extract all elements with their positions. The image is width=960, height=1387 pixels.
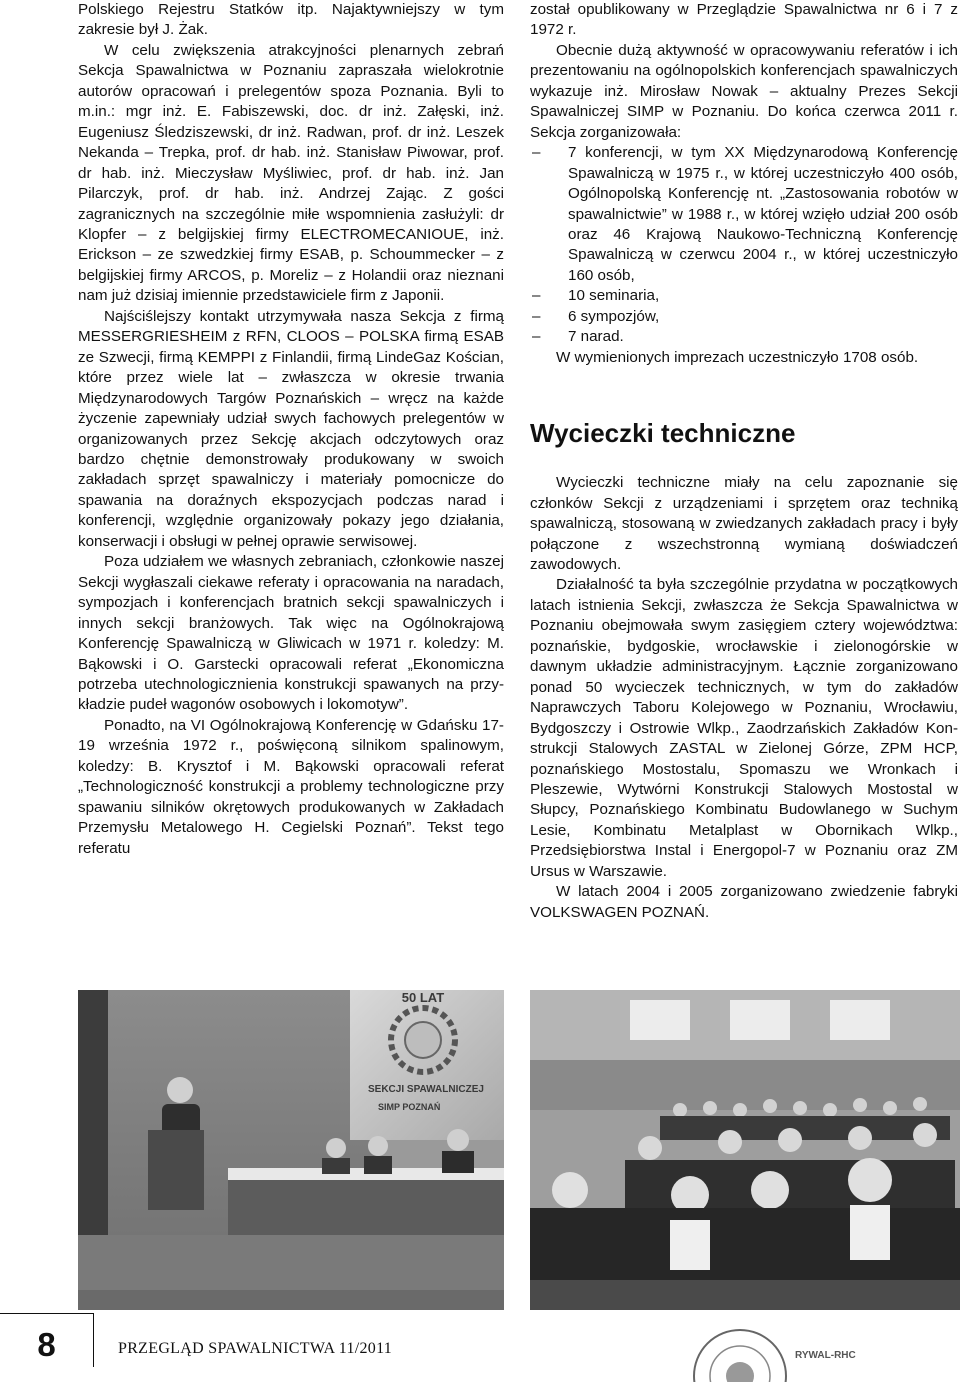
paragraph: Poza udziałem we własnych zebraniach, członkowie naszej Sekcji wygłaszali ciekawe referaty i opracowania na naradach, sympozjach i konferencjach bratnich sekcji spawalniczych i innych sekcji branżowych. Tak więc na Ogólnokrajową Konferencję Spawalniczą w Gliwicach w 1971 r. koledzy: M. Bąkowski i O. Garstecki opracowali referat „Ekonomiczna potrzeba utechnologicznienia konstrukcji spawanych na przykładzie pudeł wagonów osobowych i lokomotyw”. <box>78 553 504 714</box>
paragraph: W latach 2004 i 2005 zorganizowano zwiedzenie fabryki VOLKSWAGEN POZNAŃ. <box>530 883 958 921</box>
paragraph: Wycieczki techniczne miały na celu zapoznanie się członków Sekcji z urządzeniami i sprzętem oraz techniką spawalniczą, stosowaną w zwiedzanych zakładach pracy i były połączone z wszechstronną wymianą doświadczeń zawodowych. <box>530 474 958 573</box>
list-item: – 10 seminaria, <box>530 286 958 306</box>
audience-photo-drawing <box>530 990 960 1310</box>
journal-title: PRZEGLĄD SPAWALNICTWA 11/2011 <box>118 1340 393 1357</box>
conference-stage-photo <box>78 990 504 1310</box>
banner-year-text: 50 LAT <box>401 990 445 1005</box>
sponsor-logo: RYWAL-RHC <box>795 1350 856 1361</box>
paragraph: Obecnie dużą aktywność w opracowywaniu referatów i ich prezentowaniu na ogólnopolskich konferencjach spawalniczych wykazuje inż. Mirosław Nowak – aktualny Prezes Sekcji Spawalniczej SIMP w Poznaniu. Do końca czerwca 2011 r. Sekcja zorganizowała: <box>530 41 958 141</box>
list-item: – 6 sympozjów, <box>530 307 958 327</box>
paragraph: Działalność ta była szczególnie przydatna w początkowych latach istnienia Sekcji, zwłaszcza że Sekcja Spawalnictwa w Poznaniu obejmowała swym zasięgiem cztery województwa: poznańskie, bydgoskie, wrocławskie i zielonogórskie w dawnym układzie administracyjnym. Łącznie zorganizowano ponad 50 wycieczek technicznych, w tym do zakładów Naprawczych Taboru Kolejowego w Poznaniu, Wrocławiu, Bydgoszczy i Ostrowie Wlkp., Zaodrzańskich Zakładów Konstrukcji Stalowych ZASTAL w Zielonej Górze, ZPM HCP, poznańskiego Mostostalu, Spomaszu we Wronkach i Pleszewie, Wytwórni Konstrukcji Stalowych Mostostal w Słupcy, Poznańskiego Kombinatu Budowlanego w Suchym Lesie, Kombinatu Metalplast w Obornikach Wlkp., Przedsiębiorstwa Instal i Energopol-7 w Poznaniu oraz ZM Ursus w Warszawie. <box>530 576 958 880</box>
banner-section-text: SEKCJI SPAWALNICZEJ <box>368 1084 484 1095</box>
paragraph: W celu zwiększenia atrakcyjności plenarnych zebrań Sekcja Spawalnictwa w Poznaniu zapraszała wielokrotnie autorów opracowań i prelegentów spoza Poznania. Byli to m.in.: mgr inż. E. Fabiszewski, doc. dr inż. Załęski, inż. Eugeniusz Śledziszewski, dr inż. Radwan, prof. dr inż. Leszek Nekanda – Trepka, prof. dr hab. inż. Stanisław Piwowar, prof. dr hab. inż. Mieczysław Myśliwiec, prof. dr hab. inż. Jan Pilarczyk, prof. dr hab. inż. Andrzej Zając. Z gości zagranicznych na szczególnie miłe wspomnienia zasłużyli: dr Klopfer – z belgijskiej firmy ELECTROMECANIOUE, inż. Erickson – ze szwedzkiej firmy ESAB, p. Schoummecker – z belgijskiej firmy ARCOS, p. Moreliz – z Holandii oraz nieznani nam już dzisiaj imiennie przedstawiciele firm z Japonii. <box>78 41 504 305</box>
section-heading: Wycieczki techniczne <box>530 418 796 449</box>
right-text-column <box>530 0 958 923</box>
stage-photo-drawing <box>78 990 504 1310</box>
paragraph: Najściślejszy kontakt utrzymywała nasza Sekcja z firmą MESSERGRIESHEIM z RFN, CLOOS – POLSKA firmą ESAB ze Szwecji, firmą KEMPPI z Finlandii, firmą LindeGaz Kościan, które przez wiele lat – zwłaszcza w okresie trwania Międzynarodowych Targów Poznańskich – wręcz na każde życzenie zapewniały udział swych fachowych prelegentów w organizowanych przez Sekcję akcjach odczytowych oraz bardzo chętnie demonstrowały produkowany w swoich zakładach sprzęt spawalniczy i materiały pomocnicze do spawania na doraźnych ekspozycjach podczas narad i konferencji, względnie organizowały pokazy jego działania, konserwacji i obsługi w pełnej oprawie serwisowej. <box>78 307 504 550</box>
banner-simp-text: SIMP POZNAŃ <box>378 1102 441 1112</box>
list-item: – 7 konferencji, w tym XX Międzynarodową Konferencję Spawalniczą w 1975 r., w której uczestniczyło 400 osób, Ogólnopolską Konferencję nt. „Zastosowania robotów w spawalnictwie” w 1988 r., w której wzięło udział 200 osób oraz 46 Krajową Naukowo-Techniczną Konferencję Spawalniczą w czerwcu 2004 r., w której uczestniczyło 160 osób, <box>530 143 958 286</box>
list-item: – 7 narad. <box>530 327 958 347</box>
paragraph: Ponadto, na VI Ogólnokrajową Konferencję w Gdańsku 17-19 września 1972 r., poświęconą silnikom spalinowym, koledzy: B. Krysztof i M. Bąkowski opracowali referat „Technologiczność konstrukcji a problemy technologiczne przy spawaniu silników okrętowych produkowanych w Zakładach Przemysłu Metalowego H. Cegielski Poznań”. Tekst tego referatu <box>78 716 504 857</box>
left-text-column <box>78 0 504 859</box>
activity-list <box>530 143 958 348</box>
conference-seal-logo <box>690 1326 790 1387</box>
page-number: 8 <box>0 1313 94 1367</box>
paragraph: Polskiego Rejestru Statków itp. Najaktywniejszy w tym zakresie był J. Żak. <box>78 1 504 39</box>
paragraph: został opublikowany w Przeglądzie Spawalnictwa nr 6 i 7 z 1972 r. <box>530 1 958 39</box>
audience-photo <box>530 990 960 1310</box>
summary-line: W wymienionych imprezach uczestniczyło 1708 osób. <box>556 348 919 366</box>
